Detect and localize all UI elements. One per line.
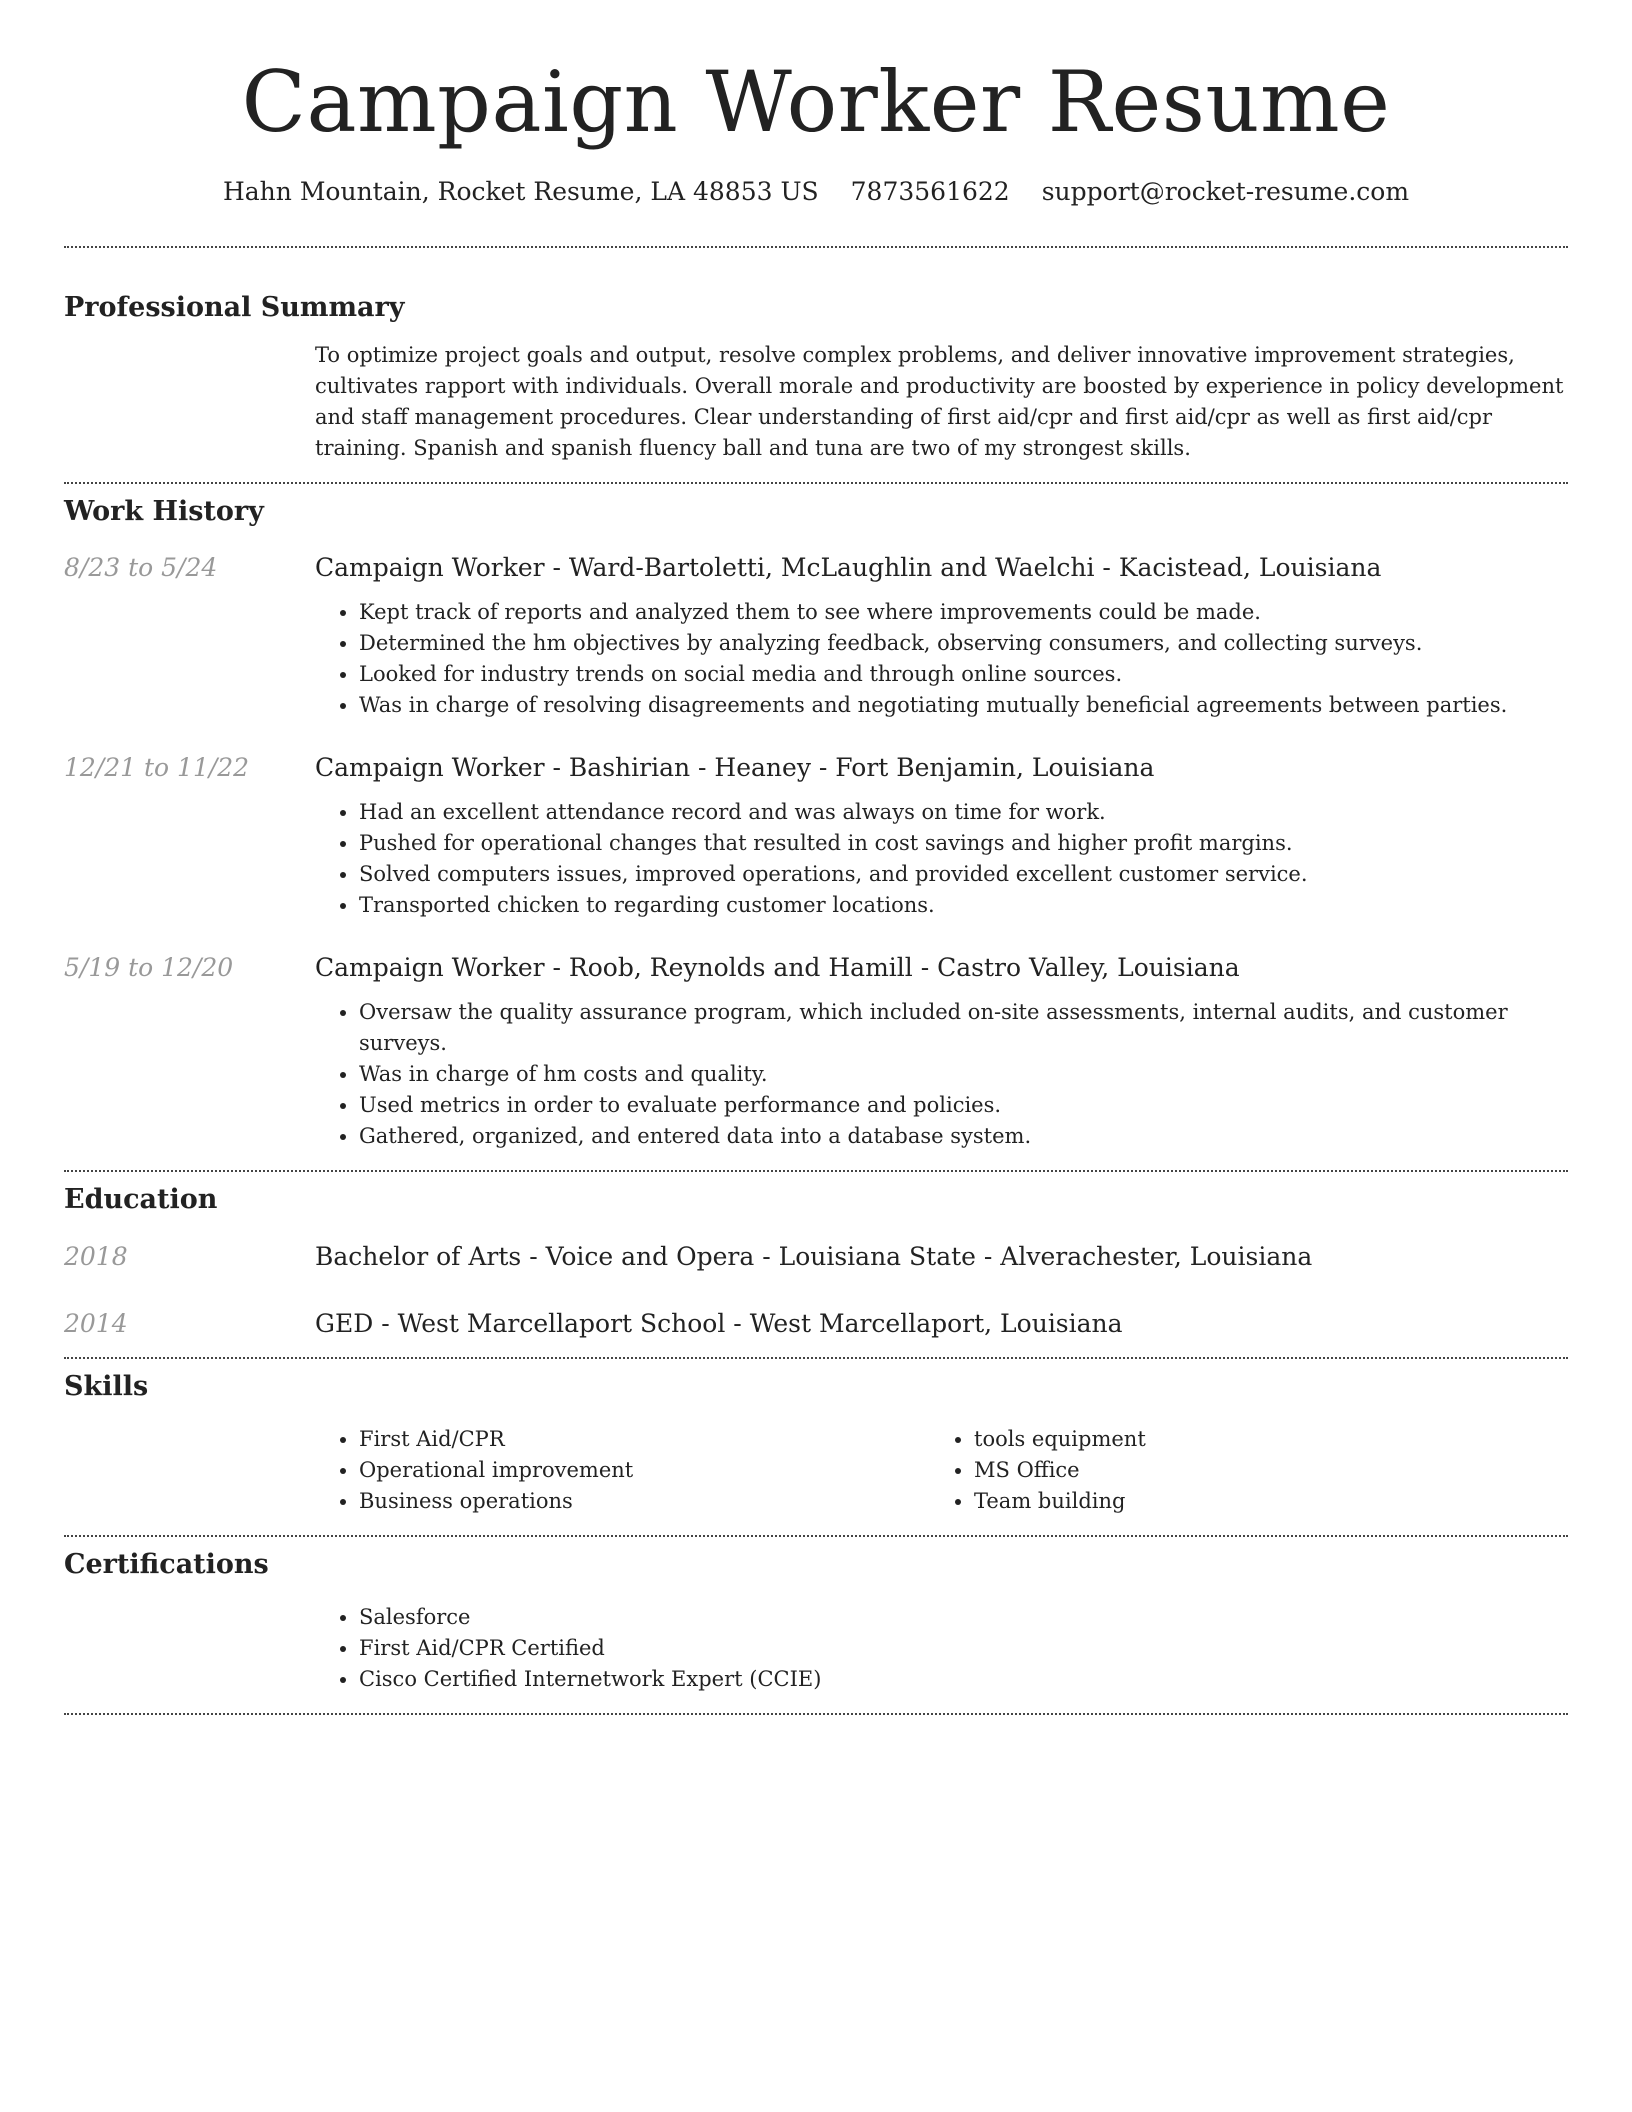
- skill-item: • First Aid/CPR: [359, 1424, 930, 1455]
- job-entry: [64, 951, 1568, 1152]
- work-history-section: [64, 494, 1568, 1152]
- job-dates: 8/23 to 5/24: [64, 553, 218, 582]
- list-item: • Was in charge of hm costs and quality.: [359, 1059, 1568, 1090]
- job-entry: [64, 551, 1568, 721]
- contact-phone: 7873561622: [850, 177, 1010, 206]
- list-item: • Used metrics in order to evaluate performance and policies.: [359, 1090, 1568, 1121]
- list-item: • Was in charge of resolving disagreements and negotiating mutually beneficial agreements between parties.: [359, 690, 1568, 721]
- list-item: • Oversaw the quality assurance program, which included on-site assessments, internal audits, and customer surveys.: [359, 997, 1568, 1059]
- list-item: • Determined the hm objectives by analyzing feedback, observing consumers, and collecting surveys.: [359, 628, 1568, 659]
- summary-section: [64, 290, 1568, 464]
- divider: [64, 1170, 1568, 1172]
- skills-grid: [315, 1424, 1568, 1517]
- section-heading-certifications: Certifications: [64, 1549, 269, 1580]
- education-year: 2018: [64, 1242, 128, 1271]
- certification-item: • First Aid/CPR Certified: [359, 1633, 1568, 1664]
- section-heading-skills: Skills: [64, 1371, 149, 1402]
- resume-page: [64, 0, 1568, 1715]
- skill-item: • Operational improvement: [359, 1455, 930, 1486]
- certification-item: • Salesforce: [359, 1602, 1568, 1633]
- section-heading-summary: Professional Summary: [64, 292, 405, 323]
- education-entry: [64, 1307, 1568, 1341]
- divider: [64, 1357, 1568, 1359]
- job-bullets: [315, 997, 1568, 1152]
- skills-list-right: [930, 1424, 1545, 1517]
- list-item: • Pushed for operational changes that resulted in cost savings and higher profit margins.: [359, 828, 1568, 859]
- skill-item: • tools equipment: [974, 1424, 1545, 1455]
- contact-address: Hahn Mountain, Rocket Resume, LA 48853 US: [222, 177, 819, 206]
- job-title: Campaign Worker - Roob, Reynolds and Hamill - Castro Valley, Louisiana: [315, 953, 1240, 982]
- section-heading-education: Education: [64, 1184, 218, 1215]
- divider: [64, 1535, 1568, 1537]
- job-bullets: [315, 597, 1568, 721]
- divider: [64, 1713, 1568, 1715]
- skill-item: • Team building: [974, 1486, 1545, 1517]
- certifications-section: [64, 1547, 1568, 1695]
- list-item: • Kept track of reports and analyzed them to see where improvements could be made.: [359, 597, 1568, 628]
- job-title: Campaign Worker - Ward-Bartoletti, McLaughlin and Waelchi - Kacistead, Louisiana: [315, 553, 1382, 582]
- skill-item: • Business operations: [359, 1486, 930, 1517]
- education-text: GED - West Marcellaport School - West Marcellaport, Louisiana: [315, 1309, 1123, 1338]
- certification-item: • Cisco Certified Internetwork Expert (CCIE): [359, 1664, 1568, 1695]
- skills-list-left: [315, 1424, 930, 1517]
- contact-email: support@rocket-resume.com: [1041, 177, 1410, 206]
- contact-line: [64, 174, 1568, 210]
- summary-text: To optimize project goals and output, resolve complex problems, and deliver innovative improvement strategies, cultivates rapport with individuals. Overall morale and productivity are boosted by experience in policy development and staff management procedures. Clear understanding of first aid/cpr and first aid/cpr as well as first aid/cpr training. Spanish and spanish fluency ball and tuna are two of my strongest skills.: [315, 343, 1564, 460]
- job-title: Campaign Worker - Bashirian - Heaney - Fort Benjamin, Louisiana: [315, 753, 1155, 782]
- job-bullets: [315, 797, 1568, 921]
- list-item: • Gathered, organized, and entered data into a database system.: [359, 1121, 1568, 1152]
- divider: [64, 246, 1568, 248]
- education-year: 2014: [64, 1309, 128, 1338]
- skill-item: • MS Office: [974, 1455, 1545, 1486]
- list-item: • Transported chicken to regarding customer locations.: [359, 890, 1568, 921]
- job-dates: 12/21 to 11/22: [64, 753, 250, 782]
- job-entry: [64, 751, 1568, 921]
- divider: [64, 482, 1568, 484]
- job-dates: 5/19 to 12/20: [64, 953, 234, 982]
- skills-section: [64, 1369, 1568, 1517]
- education-section: [64, 1182, 1568, 1341]
- list-item: • Had an excellent attendance record and was always on time for work.: [359, 797, 1568, 828]
- education-entry: [64, 1240, 1568, 1274]
- certifications-list: [315, 1602, 1568, 1695]
- section-heading-work: Work History: [64, 496, 264, 527]
- education-text: Bachelor of Arts - Voice and Opera - Louisiana State - Alverachester, Louisiana: [315, 1242, 1313, 1271]
- resume-title: Campaign Worker Resume: [241, 53, 1391, 151]
- list-item: • Solved computers issues, improved operations, and provided excellent customer service.: [359, 859, 1568, 890]
- list-item: • Looked for industry trends on social media and through online sources.: [359, 659, 1568, 690]
